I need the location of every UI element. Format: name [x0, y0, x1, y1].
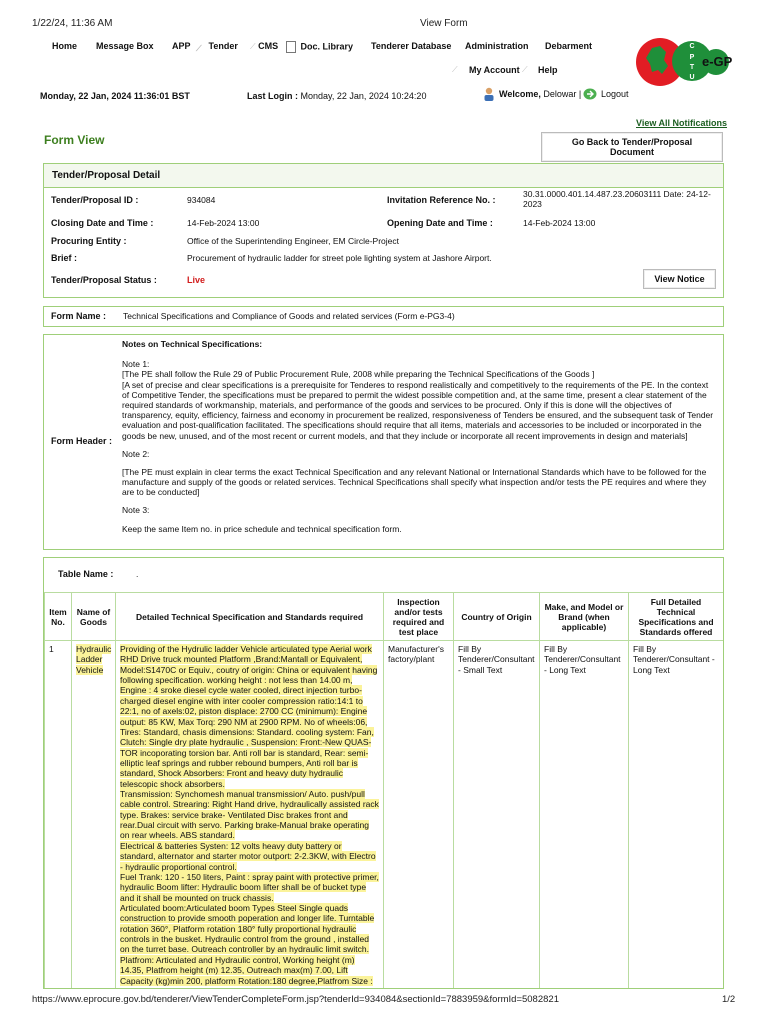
nav-cms-label: CMS [258, 41, 279, 51]
closing-date-value: 14-Feb-2024 13:00 [187, 218, 260, 228]
egp-logo [632, 34, 740, 90]
nav-debarment[interactable]: Debarment [545, 41, 593, 51]
user-name: Delowar [543, 89, 577, 99]
page-title: Form View [44, 133, 105, 147]
print-footer-url: https://www.eprocure.gov.bd/tenderer/ViewTenderCompleteForm.jsp?tenderId=934084&sectionId=7883959&formId=5082821 [32, 994, 559, 1005]
cms-icon: ⟋ [250, 41, 256, 51]
note2-title: Note 2: [122, 448, 150, 459]
cell-spec [116, 641, 384, 990]
nav-doc-library-label: Doc. Library [300, 41, 354, 52]
tender-detail-title: Tender/Proposal Detail [44, 164, 723, 188]
tender-id-value: 934084 [187, 195, 216, 205]
spec-paragraph: Transmission: Synchomesh manual transmission/ Auto. push/pull cable control. Strearing: Right Hand drive, hydraulically assisted rack type. Brakes: service brake- Ventilated Disc brakes front and rear.Dual circuit with servo. Parking brake-Manual brake operating on rear wheels. ABS standard. [120, 789, 379, 841]
col-header-make: Make, and Model or Brand (when applicable) [540, 593, 629, 641]
nav-administration[interactable]: Administration [465, 41, 529, 51]
last-login-label: Last Login : [247, 91, 298, 101]
form-name-panel [43, 306, 724, 327]
spec-paragraph: Articulated boom:Articulated boom Types Steel Single quads construction to provide smooth poperation and longer life. Turntable rotation 360°, Platform rotation 180° fully proportional hydraulic controls in the busket. Hydraulic control from the ground , installed on the turret base. Outreach controller by an hydraulic limit switch. Platfrom: Articulated and Hydraulic control, Working height (m) 14.35, Platfrom height (m) 12.35, Outreach max(m) 7.00, Lift Capacity (kg)min 200, platform Rotation:180 degree,Platfrom Size : [120, 902, 375, 986]
nav-help[interactable]: Help [538, 65, 558, 75]
procuring-entity-label: Procuring Entity : [51, 236, 127, 246]
col-header-country: Country of Origin [454, 593, 540, 641]
cell-make-model[interactable]: Fill By Tenderer/Consultant - Long Text [540, 641, 629, 990]
user-avatar-icon [483, 87, 495, 101]
form-header-notes [122, 339, 716, 534]
document-icon [286, 41, 296, 53]
view-all-notifications-link[interactable]: View All Notifications [636, 118, 728, 128]
svg-text:P: P [689, 54, 695, 61]
form-header-panel [43, 334, 724, 550]
brief-value: Procurement of hydraulic ladder for street pole lighting system at Jashore Airport. [187, 253, 492, 263]
notes-heading: Notes on Technical Specifications: [122, 339, 263, 349]
tender-icon: ⟋ [196, 43, 202, 53]
brief-label: Brief : [51, 253, 78, 263]
help-icon: ⟋ [522, 65, 528, 74]
nav-app[interactable]: APP [172, 41, 191, 51]
last-login [247, 91, 426, 101]
note3-text: Keep the same Item no. in price schedule and technical specification form. [122, 523, 402, 534]
welcome-text [499, 89, 581, 99]
goods-name-text: Hydraulic Ladder Vehicle [76, 644, 112, 675]
svg-text:U: U [689, 74, 695, 81]
note2-text: [The PE must explain in clear terms the exact Technical Specification and any relevant National or International Standards which have to be followed for the manufacture and supply of the goods or related services. Technical Specifications shall specify what inspection and/or tests the PE requires and where they are to be conducted] [122, 466, 707, 498]
print-title: View Form [420, 18, 468, 29]
svg-text:C: C [689, 43, 695, 50]
logout-icon[interactable] [583, 88, 597, 100]
nav-doc-library[interactable] [286, 41, 353, 53]
note1-line2: [A set of precise and clear specifications is a prerequisite for Tenderes to respond realistically and competitively to the requirements of the PE. In the context of Competitive Tender, the specifications must be prepared to permit the widest possible competition and, at the same time, present a clear statement of the required standards of workmanship, materials, and performance of the goods and services to be procured. Only if this is done will the objectives of transparency, equity, efficiency, fairness and economy in procurement be realized, responsiveness of Tenders be ensured, and the subsequent task of Tender evaluation and post-qualification facilitated. The specifications should require that all items, materials and accessories to be included or incorporated in the goods be new, unused, and of the most recent or current models, and that they include or incorporate all recent improvements in design and materials] [122, 379, 714, 441]
spec-paragraph: Fuel Trank: 120 - 150 liters, Paint : spray paint with protective primer, hydraulic Boom lifter: Hydraulic boom lifter shall be of bucket type and it shall be mounted on truck chassis. [120, 871, 379, 903]
svg-text:T: T [689, 64, 695, 71]
col-header-inspection: Inspection and/or tests required and test place [384, 593, 454, 641]
user-area [483, 86, 643, 102]
nav-message-box[interactable]: Message Box [96, 41, 154, 51]
status-label: Tender/Proposal Status : [51, 275, 157, 285]
col-header-full-spec: Full Detailed Technical Specifications and Standards offered [629, 593, 724, 641]
col-header-goods: Name of Goods [72, 593, 116, 641]
note1-title: Note 1: [122, 359, 150, 370]
nav-tender-label: Tender [208, 41, 238, 51]
status-badge: Live [187, 275, 206, 285]
nav-tender[interactable] [196, 41, 238, 51]
print-page-number: 1/2 [722, 994, 736, 1005]
spec-paragraph: Providing of the Hydrulic ladder Vehicle articulated type Aerial work RHD Drive truck mounted Platform ,Brand:Mantall or Equivalent, Model:S1470C or Equiv., coutry of origin: China or equivalent having following specification. working height : not less than 14.00 m, Engine : 4 sroke diesel cycle water cooled, direct injection turbo-charged diesel engine with inter cooler compression ratio:14:1 to 22:1, no of axels:02, piston displace: 2700 CC (minimum): Engine output: 85 KW, Max Torq: 290 NM at 2900 RPM. No of wheels:06, Tires: Standard, chasis dimensions: Standard. cooling system: Fan, Clutch: Single dry plate hydraulic , Suspension: Front:-New QUAS-TOR incoporating torsion bar. Anti roll bar is standard, Rear: semi-elliptic leaf springs and rubber rebound bumpers, Anti roll bar is standard, Shock Absorbers: Front and heavy duty hydraulic telescopic shock absorbers. [120, 644, 378, 789]
cell-inspection: Manufacturer's factory/plant [384, 641, 454, 990]
spec-table [44, 592, 724, 989]
table-header-row [45, 593, 724, 641]
tender-id-label: Tender/Proposal ID : [51, 195, 139, 205]
nav-tenderer-database[interactable]: Tenderer Database [371, 41, 452, 51]
invitation-ref-label: Invitation Reference No. : [387, 195, 496, 205]
col-header-item-no: Item No. [45, 593, 72, 641]
cell-full-spec-offered[interactable]: Fill By Tenderer/Consultant - Long Text [629, 641, 724, 990]
form-header-label: Form Header : [51, 436, 113, 446]
cell-country-of-origin[interactable]: Fill By Tenderer/Consultant - Small Text [454, 641, 540, 990]
welcome-label: Welcome, [499, 89, 541, 99]
opening-date-value: 14-Feb-2024 13:00 [523, 218, 596, 228]
user-separator: | [578, 89, 582, 99]
table-row [45, 641, 724, 990]
note3-title: Note 3: [122, 505, 150, 516]
table-name-value: . [136, 569, 139, 579]
opening-date-label: Opening Date and Time : [387, 218, 493, 228]
view-notice-button[interactable]: View Notice [643, 269, 716, 289]
closing-date-label: Closing Date and Time : [51, 218, 154, 228]
note1-line1: [The PE shall follow the Rule 29 of Public Procurement Rule, 2008 while preparing the Technical Specifications of the Goods ] [122, 369, 595, 380]
main-nav [52, 41, 612, 55]
form-name-value: Technical Specifications and Compliance of Goods and related services (Form e-PG3-4) [123, 311, 455, 321]
logo-text: e-GP [702, 54, 733, 69]
nav-cms[interactable] [250, 41, 278, 52]
back-to-tender-button[interactable]: Go Back to Tender/Proposal Document [541, 132, 723, 162]
form-name-label: Form Name : [51, 311, 107, 321]
table-name-label: Table Name : [58, 569, 114, 579]
col-header-spec: Detailed Technical Specification and Standards required [116, 593, 384, 641]
last-login-value: Monday, 22 Jan, 2024 10:24:20 [300, 91, 427, 101]
cell-goods-name [72, 641, 116, 990]
cell-item-no: 1 [45, 641, 72, 990]
invitation-ref-value: 30.31.0000.401.14.487.23.20603111 Date: 24-12-2023 [523, 189, 711, 210]
print-datetime: 1/22/24, 11:36 AM [32, 18, 113, 29]
secondary-nav [452, 65, 572, 79]
logout-link[interactable]: Logout [601, 89, 629, 99]
spec-table-panel [43, 557, 724, 989]
spec-paragraph: Electrical & batteries Systen: 12 volts heavy duty battery or standard, alternator and starter motor outport: 2-2.3KW, with Electro - hydraulic proportional control. [120, 840, 376, 872]
tender-detail-panel [43, 163, 724, 298]
procuring-entity-value: Office of the Superintending Engineer, EM Circle-Project [187, 236, 399, 246]
nav-home[interactable]: Home [52, 41, 78, 51]
nav-my-account[interactable]: My Account [469, 65, 520, 75]
current-date: Monday, 22 Jan, 2024 11:36:01 BST [40, 91, 190, 101]
account-icon: ⟋ [452, 65, 458, 74]
